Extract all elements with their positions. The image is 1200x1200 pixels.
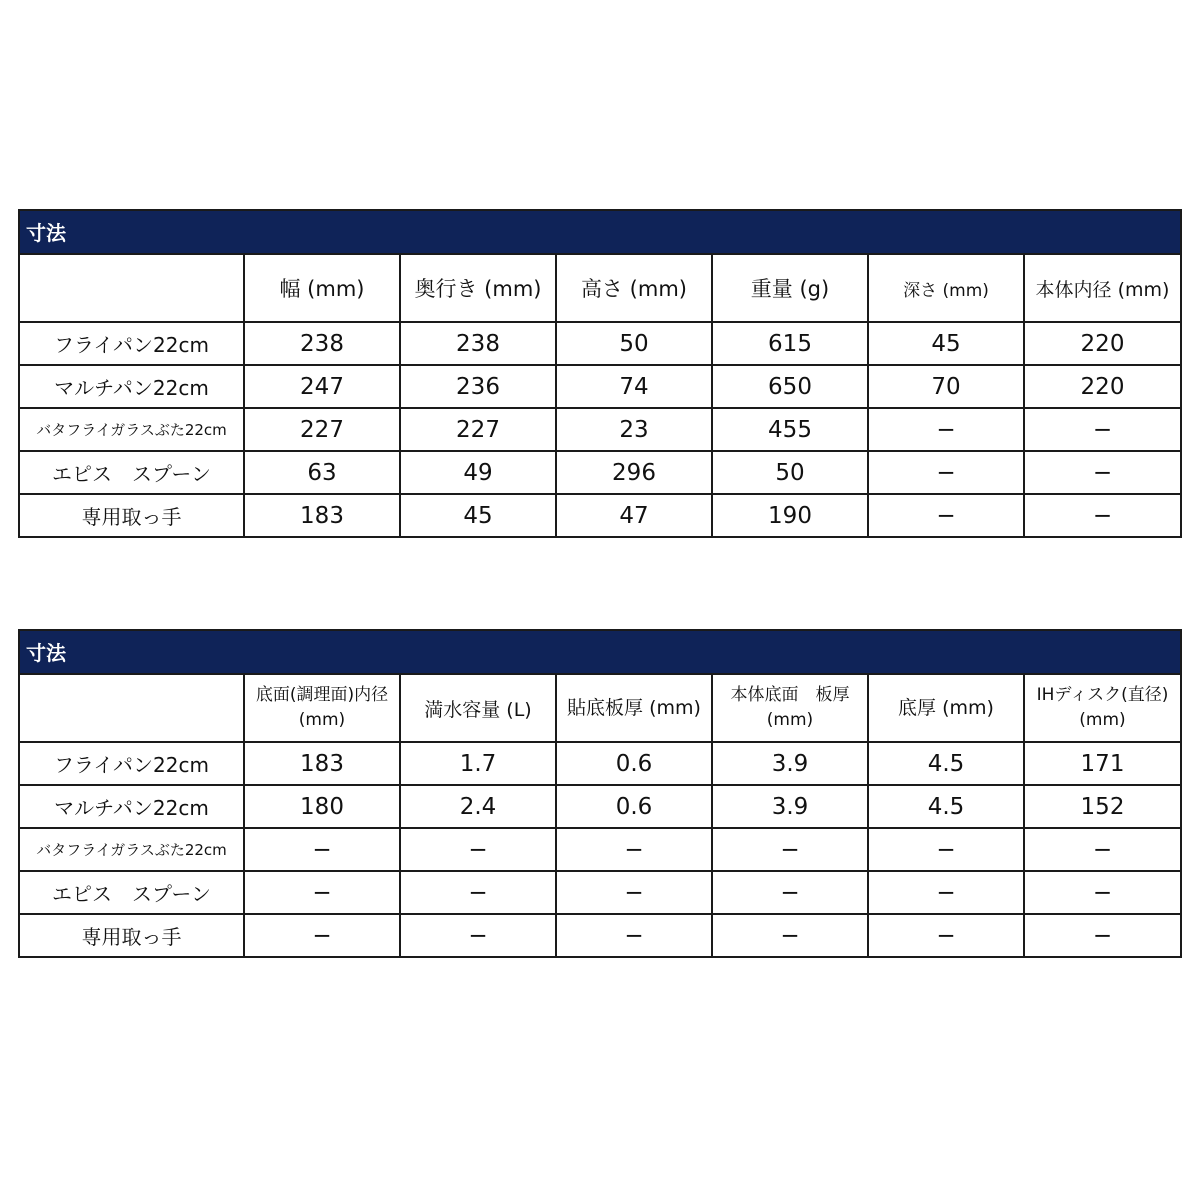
- table-cell: −: [400, 828, 556, 871]
- table-row: [20, 914, 1180, 956]
- table-cell: −: [868, 871, 1024, 914]
- table-cell: 0.6: [556, 785, 712, 828]
- table-row: [20, 742, 1180, 785]
- column-header: 本体内径 (mm): [1024, 255, 1180, 322]
- table-cell: −: [1024, 494, 1180, 536]
- table-cell: 227: [400, 408, 556, 451]
- table-cell: −: [868, 914, 1024, 956]
- table-cell: 4.5: [868, 785, 1024, 828]
- table-cell: 180: [244, 785, 400, 828]
- table-cell: −: [400, 871, 556, 914]
- table-row: [20, 785, 1180, 828]
- column-header: 本体底面 板厚 (mm): [712, 675, 868, 742]
- table-cell: −: [1024, 451, 1180, 494]
- table-cell: −: [712, 828, 868, 871]
- table-cell: −: [244, 914, 400, 956]
- table-cell: 183: [244, 742, 400, 785]
- header-row: [20, 675, 1180, 742]
- column-header: 重量 (g): [712, 255, 868, 322]
- table-cell: −: [868, 828, 1024, 871]
- corner-cell: [20, 255, 244, 322]
- table-cell: 650: [712, 365, 868, 408]
- table-cell: −: [1024, 408, 1180, 451]
- table-title: 寸法: [20, 631, 1180, 675]
- column-header: 底面(調理面)内径(mm): [244, 675, 400, 742]
- column-header: 底厚 (mm): [868, 675, 1024, 742]
- table-cell: −: [244, 828, 400, 871]
- table-cell: −: [556, 828, 712, 871]
- row-label: バタフライガラスぶた22cm: [20, 828, 244, 871]
- table-row: [20, 871, 1180, 914]
- spec-grid: [20, 675, 1180, 956]
- spec-grid: [20, 255, 1180, 536]
- table-cell: −: [1024, 871, 1180, 914]
- column-header: 高さ (mm): [556, 255, 712, 322]
- table-cell: 455: [712, 408, 868, 451]
- table-cell: 47: [556, 494, 712, 536]
- table-cell: 70: [868, 365, 1024, 408]
- table-cell: 238: [244, 322, 400, 365]
- table-cell: 220: [1024, 322, 1180, 365]
- table-cell: −: [712, 871, 868, 914]
- row-label: エピス スプーン: [20, 871, 244, 914]
- corner-cell: [20, 675, 244, 742]
- table-cell: 49: [400, 451, 556, 494]
- table-cell: 45: [868, 322, 1024, 365]
- table-cell: 2.4: [400, 785, 556, 828]
- table-cell: −: [1024, 828, 1180, 871]
- table-cell: 152: [1024, 785, 1180, 828]
- table-cell: 238: [400, 322, 556, 365]
- dimensions-table-2: [18, 629, 1182, 958]
- table-cell: 3.9: [712, 742, 868, 785]
- table-cell: 23: [556, 408, 712, 451]
- row-label: マルチパン22cm: [20, 785, 244, 828]
- table-cell: −: [556, 914, 712, 956]
- row-label: フライパン22cm: [20, 322, 244, 365]
- table-cell: 227: [244, 408, 400, 451]
- table-cell: −: [244, 871, 400, 914]
- table-cell: −: [868, 408, 1024, 451]
- table-cell: 63: [244, 451, 400, 494]
- table-title: 寸法: [20, 211, 1180, 255]
- table-cell: 4.5: [868, 742, 1024, 785]
- row-label: フライパン22cm: [20, 742, 244, 785]
- header-row: [20, 255, 1180, 322]
- column-header: 深さ (mm): [868, 255, 1024, 322]
- table-cell: 171: [1024, 742, 1180, 785]
- table-row: [20, 494, 1180, 536]
- table-cell: 247: [244, 365, 400, 408]
- table-row: [20, 451, 1180, 494]
- table-row: [20, 322, 1180, 365]
- row-label: 専用取っ手: [20, 494, 244, 536]
- table-cell: 1.7: [400, 742, 556, 785]
- table-cell: 236: [400, 365, 556, 408]
- table-cell: 296: [556, 451, 712, 494]
- table-cell: 615: [712, 322, 868, 365]
- table-cell: −: [556, 871, 712, 914]
- table-cell: −: [1024, 914, 1180, 956]
- column-header: 貼底板厚 (mm): [556, 675, 712, 742]
- table-cell: −: [712, 914, 868, 956]
- table-cell: −: [868, 451, 1024, 494]
- table-cell: 45: [400, 494, 556, 536]
- table-cell: −: [400, 914, 556, 956]
- row-label: 専用取っ手: [20, 914, 244, 956]
- table-cell: 220: [1024, 365, 1180, 408]
- table-cell: 190: [712, 494, 868, 536]
- table-row: [20, 365, 1180, 408]
- table-cell: 50: [712, 451, 868, 494]
- row-label: エピス スプーン: [20, 451, 244, 494]
- table-cell: 50: [556, 322, 712, 365]
- row-label: バタフライガラスぶた22cm: [20, 408, 244, 451]
- table-row: [20, 408, 1180, 451]
- column-header: 奥行き (mm): [400, 255, 556, 322]
- table-cell: 74: [556, 365, 712, 408]
- column-header: 幅 (mm): [244, 255, 400, 322]
- table-cell: −: [868, 494, 1024, 536]
- table-cell: 0.6: [556, 742, 712, 785]
- table-row: [20, 828, 1180, 871]
- column-header: 満水容量 (L): [400, 675, 556, 742]
- table-cell: 3.9: [712, 785, 868, 828]
- table-cell: 183: [244, 494, 400, 536]
- column-header: IHディスク(直径) (mm): [1024, 675, 1180, 742]
- dimensions-table-1: [18, 209, 1182, 538]
- row-label: マルチパン22cm: [20, 365, 244, 408]
